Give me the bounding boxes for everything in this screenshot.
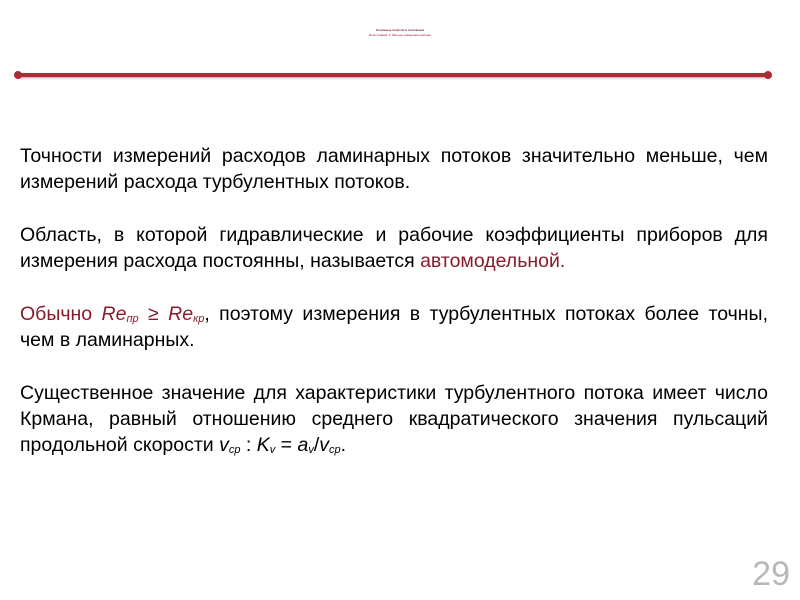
- paragraph-automodel-text: Область, в которой гидравлические и рабочие коэффициенты приборов для измерения расхода постоянны, называется: [20, 224, 768, 272]
- page-number: 29: [752, 555, 790, 593]
- velocity-subscript-cp: ср: [228, 444, 241, 456]
- header-divider: [16, 73, 770, 77]
- divider-right-cap: [764, 71, 772, 79]
- reynolds-rest: , поэтому измерения в турбулентных потоках более точны, чем в ламинарных.: [20, 303, 768, 351]
- header-title: Основные понятия и положения: [375, 28, 425, 32]
- amplitude-subscript-v: v: [308, 444, 314, 456]
- velocity-symbol: v: [219, 434, 229, 456]
- re-subscript-pr: пр: [126, 313, 139, 325]
- slide-header: [0, 28, 800, 38]
- divider-left-cap: [14, 71, 22, 79]
- paragraph-reynolds: [20, 301, 768, 353]
- amplitude-symbol: a: [297, 434, 309, 456]
- paragraph-karman: [20, 380, 768, 458]
- slash: /: [313, 434, 320, 456]
- ge-sign: ≥: [148, 303, 159, 325]
- paragraph-automodel: [20, 222, 768, 274]
- re-subscript-kr: кр: [193, 313, 205, 325]
- period: .: [340, 434, 347, 456]
- term-automodel: автомодельной.: [420, 250, 566, 272]
- velocity-subscript-cp-2: ср: [329, 444, 341, 456]
- reynolds-lead: Обычно: [20, 303, 93, 325]
- colon: :: [240, 434, 257, 456]
- karman-symbol: K: [256, 434, 270, 456]
- slide-body: [20, 143, 768, 485]
- paragraph-accuracy: Точности измерений расходов ламинарных потоков значительно меньше, чем измерений расхода турбулентных потоков.: [20, 145, 768, 193]
- re-symbol-2: Re: [168, 303, 194, 325]
- reynolds-condition: [20, 303, 204, 325]
- velocity-symbol-2: v: [319, 434, 330, 456]
- header-subtitle: Блок первый: 4. Методы измерения расхода: [369, 33, 431, 37]
- equals: =: [275, 434, 298, 456]
- karman-text: Существенное значение для характеристики турбулентного потока имеет число Крмана, равный отношению среднего квадратического значения пульсаций продольной скорости: [20, 382, 768, 456]
- re-symbol-1: Re: [101, 303, 127, 325]
- karman-subscript-v: v: [269, 444, 276, 456]
